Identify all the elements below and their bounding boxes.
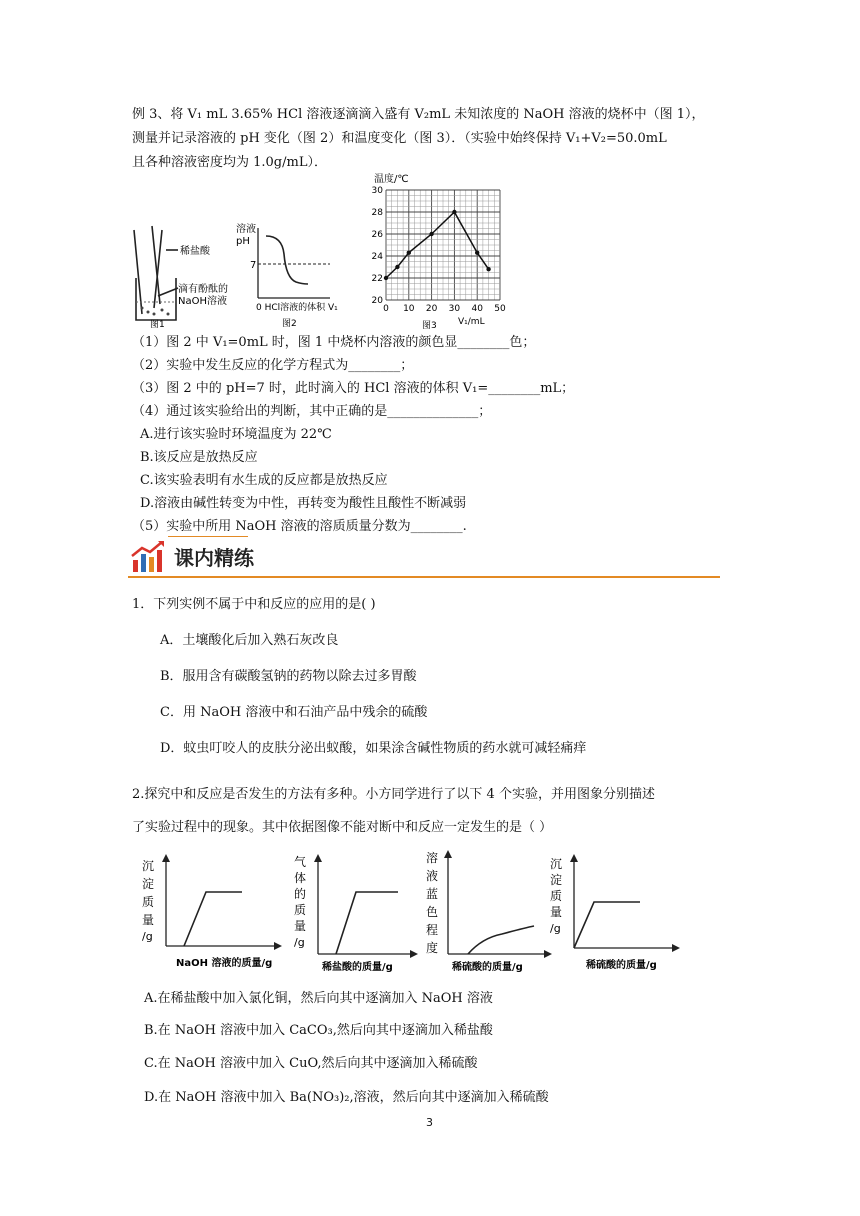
ex3-line2: 测量并记录溶液的 pH 变化（图 2）和温度变化（图 3）．（实验中始终保持 V₁+V₂=50.0mL: [132, 131, 667, 146]
svg-text:液: 液: [426, 869, 439, 883]
fig3-xtick-label: 50: [494, 304, 506, 314]
q2-stem-line2: 了实验过程中的现象。其中依据图像不能对断中和反应一定发生的是（ ）: [132, 820, 553, 835]
fig3-xtick-label: 40: [471, 304, 483, 314]
fig1-caption: 图1: [150, 320, 165, 330]
q2-option-c: C.在 NaOH 溶液中加入 CuO,然后向其中逐滴加入稀硫酸: [144, 1056, 478, 1071]
ex3-q4: （4）通过该实验给出的判断，其中正确的是______________；: [132, 404, 492, 419]
fig3-data-point: [429, 232, 433, 236]
ex3-line1: 例 3、将 V₁ mL 3.65% HCl 溶液逐滴滴入盛有 V₂mL 未知浓度的 NaOH 溶液的烧杯中（图 1），: [132, 107, 705, 122]
section-header: [128, 536, 720, 578]
g3-xlabel: 稀硫酸的质量/g: [452, 962, 523, 973]
fig3-xtick-label: 20: [425, 304, 438, 314]
svg-text:量: 量: [142, 913, 155, 927]
fig3-xtick-label: 0: [383, 304, 389, 314]
fig3-data-point: [395, 265, 399, 269]
chart-growth-icon: [130, 540, 166, 574]
q1-option-d: D．蚊虫叮咬人的皮肤分泌出蚁酸，如果涂含碱性物质的药水就可减轻痛痒: [160, 741, 587, 756]
fig1-label-sol1: 滴有酚酞的: [178, 284, 228, 295]
svg-text:量: 量: [294, 919, 307, 933]
fig1-label-sol2: NaOH溶液: [178, 296, 227, 307]
g1-xlabel: NaOH 溶液的质量/g: [176, 958, 273, 969]
q2-option-a: A.在稀盐酸中加入氯化铜，然后向其中逐滴加入 NaOH 溶液: [144, 991, 493, 1006]
svg-text:/g: /g: [142, 930, 153, 943]
fig3-ytick-label: 24: [371, 252, 383, 262]
svg-text:淀: 淀: [142, 877, 155, 891]
figure-1-beaker: [128, 218, 238, 330]
svg-text:溶: 溶: [426, 851, 439, 865]
q2-option-b: B.在 NaOH 溶液中加入 CaCO₃,然后向其中逐滴加入稀盐酸: [144, 1023, 493, 1038]
q1-option-c: C．用 NaOH 溶液中和石油产品中残余的硫酸: [160, 705, 428, 720]
g1-ylabel: [142, 859, 154, 943]
fig3-xtick-label: 10: [403, 304, 415, 314]
fig2-xlabel: 0 HCl溶液的体积 V₁: [256, 303, 338, 313]
q2-graph-3: [424, 846, 556, 976]
svg-text:质: 质: [142, 895, 155, 909]
fig3-xlabel: V₁/mL: [458, 317, 485, 327]
fig3-data-point: [486, 267, 490, 271]
fig3-xtick-label: 30: [448, 304, 461, 314]
q2-graph-1: [140, 852, 290, 974]
svg-text:度: 度: [426, 941, 439, 955]
ex3-q1: （1）图 2 中 V₁=0mL 时，图 1 中烧杯内溶液的颜色显________色；: [132, 335, 536, 350]
ex3-q3: （3）图 2 中的 pH=7 时，此时滴入的 HCl 溶液的体积 V₁=________mL；: [132, 381, 575, 396]
fig2-tick-7: 7: [250, 260, 257, 271]
fig2-ylabel2: pH: [236, 236, 250, 247]
q1-option-a: A．土壤酸化后加入熟石灰改良: [160, 633, 339, 648]
figure-3-temperature-chart: [350, 168, 520, 330]
fig3-ytick-label: 22: [371, 274, 383, 284]
figure-2-ph: [230, 222, 360, 330]
svg-text:气: 气: [294, 855, 307, 869]
fig3-data-point: [407, 251, 411, 255]
svg-text:质: 质: [294, 903, 307, 917]
q2-option-d: D.在 NaOH 溶液中加入 Ba(NO₃)₂,溶液，然后向其中逐滴加入稀硫酸: [144, 1090, 549, 1105]
svg-text:蓝: 蓝: [426, 887, 439, 901]
q2-graph-4: [548, 852, 688, 974]
q2-graph-2: [292, 852, 422, 974]
q1-option-b: B．服用含有碳酸氢钠的药物以除去过多胃酸: [160, 669, 417, 684]
g4-xlabel: 稀硫酸的质量/g: [586, 960, 657, 971]
g4-ylabel: [550, 857, 562, 935]
svg-text:量: 量: [550, 905, 563, 919]
fig3-data-point: [452, 210, 456, 214]
fig3-data-point: [384, 276, 388, 280]
fig3-data-point: [475, 251, 479, 255]
g3-ylabel: [426, 850, 438, 955]
ex3-option-a: A.进行该实验时环境温度为 22℃: [140, 427, 332, 442]
fig2-caption: 图2: [282, 319, 297, 329]
g2-xlabel: 稀盐酸的质量/g: [322, 962, 393, 973]
fig1-label-acid: 稀盐酸: [180, 246, 210, 257]
fig3-ytick-label: 26: [371, 230, 383, 240]
svg-text:程: 程: [426, 923, 439, 937]
q1-stem: 1．下列实例不属于中和反应的应用的是( ): [132, 597, 376, 612]
fig3-ytick-label: 30: [371, 186, 383, 196]
svg-text:体: 体: [294, 871, 307, 885]
ex3-option-d: D.溶液由碱性转变为中性，再转变为酸性且酸性不断减弱: [140, 496, 467, 511]
ex3-option-b: B.该反应是放热反应: [140, 450, 258, 465]
fig3-ytick-label: 28: [371, 208, 383, 218]
svg-text:/g: /g: [294, 936, 305, 949]
svg-text:色: 色: [426, 905, 439, 919]
page-number: 3: [426, 1116, 433, 1129]
q2-stem-line1: 2.探究中和反应是否发生的方法有多种。小方同学进行了以下 4 个实验，并用图象分别描述: [132, 787, 655, 802]
ex3-q5: （5）实验中所用 NaOH 溶液的溶质质量分数为________.: [132, 519, 467, 534]
ex3-q2: （2）实验中发生反应的化学方程式为________；: [132, 358, 414, 373]
fig2-ylabel1: 溶液: [236, 224, 256, 235]
svg-text:/g: /g: [550, 922, 561, 935]
svg-text:沉: 沉: [550, 857, 563, 871]
svg-text:质: 质: [550, 889, 563, 903]
fig3-ytick-label: 20: [371, 296, 383, 306]
svg-text:的: 的: [294, 887, 307, 901]
svg-text:淀: 淀: [550, 873, 563, 887]
fig3-caption: 图3: [422, 321, 437, 330]
svg-text:沉: 沉: [142, 859, 155, 873]
ex3-line3: 且各种溶液密度均为 1.0g/mL）．: [132, 155, 327, 170]
section-title: 课内精练: [174, 546, 254, 570]
g2-ylabel: [294, 854, 306, 949]
fig3-ylabel: 温度/℃: [374, 174, 409, 185]
ex3-option-c: C.该实验表明有水生成的反应都是放热反应: [140, 473, 388, 488]
